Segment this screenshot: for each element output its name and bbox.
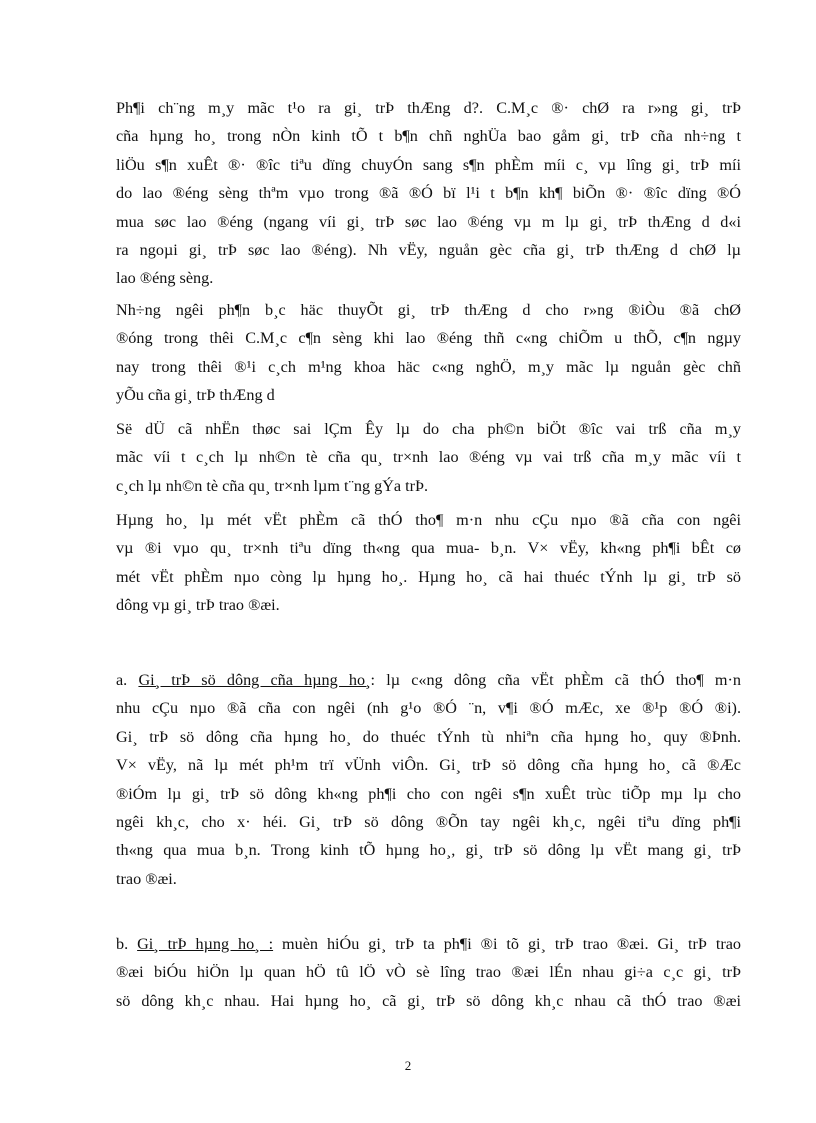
text-line: mua søc lao ®éng (ngang víi gi¸ trÞ søc lao ®éng vµ m lµ gi¸ trÞ thÆng d d«i <box>116 212 741 231</box>
text-line: dông vµ gi¸ trÞ trao ®æi. <box>116 596 280 615</box>
section-marker: b. <box>116 935 138 953</box>
text-line: c¸ch lµ nh©n tè cña qu¸ tr×nh lµm t¨ng gÝa trÞ. <box>116 476 429 495</box>
text-line: V× vËy, nã lµ mét ph¹m trï vÜnh viÔn. Gi¸ trÞ sö dông cña hµng ho¸ cã ®Æc <box>116 756 741 775</box>
text-line: Ph¶i ch¨ng m¸y mãc t¹o ra gi¸ trÞ thÆng d?. C.M¸c ®· chØ ra r»ng gi¸ trÞ <box>116 99 741 117</box>
text-line <box>116 930 741 958</box>
text-line: nay trong thêi ®¹i c¸ch m¹ng khoa häc c«ng nghÖ, m¸y mãc lµ nguån gèc chñ <box>116 357 741 376</box>
text-line: ®iÓm lµ gi¸ trÞ sö dông kh«ng ph¶i cho con ngêi s¶n xuÊt trùc tiÕp mµ lµ cho <box>116 784 741 803</box>
section-heading: Gi¸ trÞ sö dông cña hµng ho¸ <box>138 671 371 689</box>
text-line: Nh÷ng ngêi ph¶n b¸c häc thuyÕt gi¸ trÞ thÆng d cho r»ng ®iÒu ®ã chØ <box>116 301 741 319</box>
text-line: ra ngoµi gi¸ trÞ søc lao ®éng). Nh vËy, nguån gèc cña gi¸ trÞ thÆng d chØ lµ <box>116 241 741 260</box>
section-marker: a. <box>116 671 139 689</box>
page-number: 2 <box>404 1058 412 1073</box>
text-line: ®æi biÓu hiÖn lµ quan hÖ tû lÖ vÒ sè lîng trao ®æi lÉn nhau gi÷a c¸c gi¸ trÞ <box>116 963 741 982</box>
text-line: Së dÜ cã nhËn thøc sai lÇm Êy lµ do cha ph©n biÖt ®îc vai trß cña m¸y <box>116 420 741 438</box>
paragraph-4 <box>116 506 741 620</box>
text-line: sö dông kh¸c nhau. Hai hµng ho¸ cã gi¸ trÞ sö dông kh¸c nhau cã thÓ trao ®æi <box>116 991 741 1010</box>
paragraph-b <box>116 930 741 1015</box>
paragraph-a <box>116 666 741 893</box>
text-line: mét vËt phÈm nµo còng lµ hµng ho¸. Hµng ho¸ cã hai thuéc tÝnh lµ gi¸ trÞ sö <box>116 567 741 586</box>
text-line: ngêi kh¸c, cho x· héi. Gi¸ trÞ sö dông ®Õn tay ngêi kh¸c, ngêi tiªu dïng ph¶i <box>116 813 741 832</box>
text-line: mãc víi t c¸ch lµ nh©n tè cña qu¸ tr×nh lao ®éng vµ vai trß cña m¸y mãc víi t <box>116 448 741 467</box>
text-line: liÖu s¶n xuÊt ®· ®îc tiªu dïng chuyÓn sang s¶n phÈm míi c¸ vµ lîng gi¸ trÞ míi <box>116 155 741 174</box>
paragraph-3 <box>116 415 741 500</box>
text-line: do lao ®éng sèng thªm vµo trong ®ã ®Ó bï l¹i t b¶n kh¶ biÕn ®· ®îc dïng ®Ó <box>116 184 741 203</box>
paragraph-2 <box>116 296 741 410</box>
text-line <box>116 666 741 694</box>
text-line: ®óng trong thêi C.M¸c c¶n sèng khi lao ®éng thñ c«ng chiÕm u thÕ, c¶n ngµy <box>116 329 741 348</box>
section-heading: Gi¸ trÞ hµng ho¸ : <box>137 935 274 953</box>
text-line: vµ ®i vµo qu¸ tr×nh tiªu dïng th«ng qua mua- b¸n. V× vËy, kh«ng ph¶i bÊt cø <box>116 539 741 558</box>
text-line: cña hµng ho¸ trong nÒn kinh tÕ t b¶n chñ nghÜa bao gåm gi¸ trÞ cña nh÷ng t <box>116 127 741 146</box>
text-line: lao ®éng sèng. <box>116 269 214 288</box>
text-line: Gi¸ trÞ sö dông cña hµng ho¸ do thuéc tÝnh tù nhiªn cña hµng ho¸ quy ®Þnh. <box>116 727 741 746</box>
line-continuation: : lµ c«ng dông cña vËt phÈm cã thÓ tho¶ m·n <box>370 671 741 689</box>
line-continuation: muèn hiÓu gi¸ trÞ ta ph¶i ®i tõ gi¸ trÞ trao ®æi. Gi¸ trÞ trao <box>273 935 741 953</box>
text-line: th«ng qua mua b¸n. Trong kinh tÕ hµng ho¸, gi¸ trÞ sö dông lµ vËt mang gi¸ trÞ <box>116 841 741 860</box>
text-line: yÕu cña gi¸ trÞ thÆng d <box>116 386 275 405</box>
text-line: trao ®æi. <box>116 869 177 888</box>
text-line: Hµng ho¸ lµ mét vËt phÈm cã thÓ tho¶ m·n nhu cÇu nµo ®ã cña con ngêi <box>116 511 741 529</box>
text-line: nhu cÇu nµo ®ã cña con ngêi (nh g¹o ®Ó ¨n, v¶i ®Ó mÆc, xe ®¹p ®Ó ®i). <box>116 699 741 718</box>
paragraph-1 <box>116 94 741 293</box>
